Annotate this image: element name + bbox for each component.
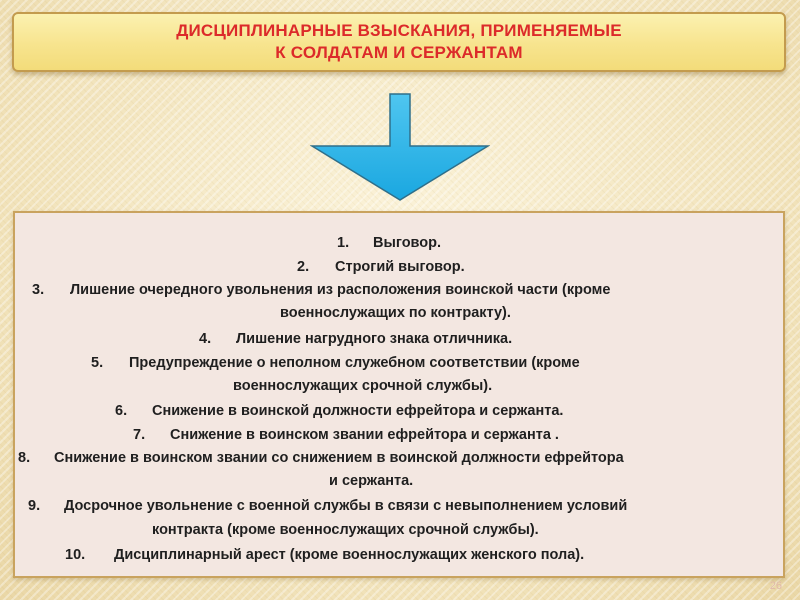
list-item bbox=[337, 232, 441, 254]
list-item bbox=[18, 447, 624, 469]
list-item-number: 9. bbox=[28, 498, 41, 514]
list-item bbox=[28, 495, 627, 517]
title-line-2: К СОЛДАТАМ И СЕРЖАНТАМ bbox=[275, 43, 523, 62]
page-number: 26 bbox=[769, 580, 782, 592]
list-item-continuation: и сержанта. bbox=[329, 473, 414, 489]
list-item-number: 3. bbox=[32, 282, 45, 298]
down-arrow-icon bbox=[310, 92, 490, 202]
list-item bbox=[32, 279, 610, 301]
list-item-text: Предупреждение о неполном служебном соответствии (кроме bbox=[129, 355, 580, 371]
list-item-text: Лишение нагрудного знака отличника. bbox=[236, 331, 513, 347]
list-item-text: Снижение в воинской должности ефрейтора и сержанта. bbox=[152, 403, 564, 419]
list-item-number: 8. bbox=[18, 450, 31, 466]
list-item-number: 10. bbox=[65, 547, 86, 563]
list-item bbox=[199, 328, 512, 350]
list-item-continuation: военнослужащих по контракту). bbox=[280, 305, 511, 321]
list-item-text: Лишение очередного увольнения из расположения воинской части (кроме bbox=[70, 282, 611, 298]
list-item bbox=[133, 424, 559, 446]
list-item-text: Дисциплинарный арест (кроме военнослужащих женского пола). bbox=[114, 547, 585, 563]
title-line-1: ДИСЦИПЛИНАРНЫЕ ВЗЫСКАНИЯ, ПРИМЕНЯЕМЫЕ bbox=[176, 21, 622, 40]
list-item-continuation: контракта (кроме военнослужащих срочной службы). bbox=[152, 522, 539, 538]
list-item-number: 6. bbox=[115, 403, 128, 419]
list-item-number: 7. bbox=[133, 427, 146, 443]
list-panel bbox=[13, 211, 785, 578]
title-banner bbox=[12, 12, 786, 72]
list-item-number: 2. bbox=[297, 259, 310, 275]
list-item bbox=[297, 256, 465, 278]
list-item-number: 1. bbox=[337, 235, 350, 251]
list-item bbox=[115, 400, 563, 422]
list-item-text: Выговор. bbox=[373, 235, 442, 251]
list-item bbox=[65, 544, 584, 566]
list-item-number: 4. bbox=[199, 331, 212, 347]
list-item-text: Снижение в воинском звании со снижением в воинской должности ефрейтора bbox=[54, 450, 624, 466]
list-item-number: 5. bbox=[91, 355, 104, 371]
list-item-text: Снижение в воинском звании ефрейтора и сержанта . bbox=[170, 427, 559, 443]
list-item-text: Строгий выговор. bbox=[335, 259, 465, 275]
list-item bbox=[91, 352, 580, 374]
list-item-continuation: военнослужащих срочной службы). bbox=[233, 378, 493, 394]
list-item-text: Досрочное увольнение с военной службы в связи с невыполнением условий bbox=[64, 498, 628, 514]
